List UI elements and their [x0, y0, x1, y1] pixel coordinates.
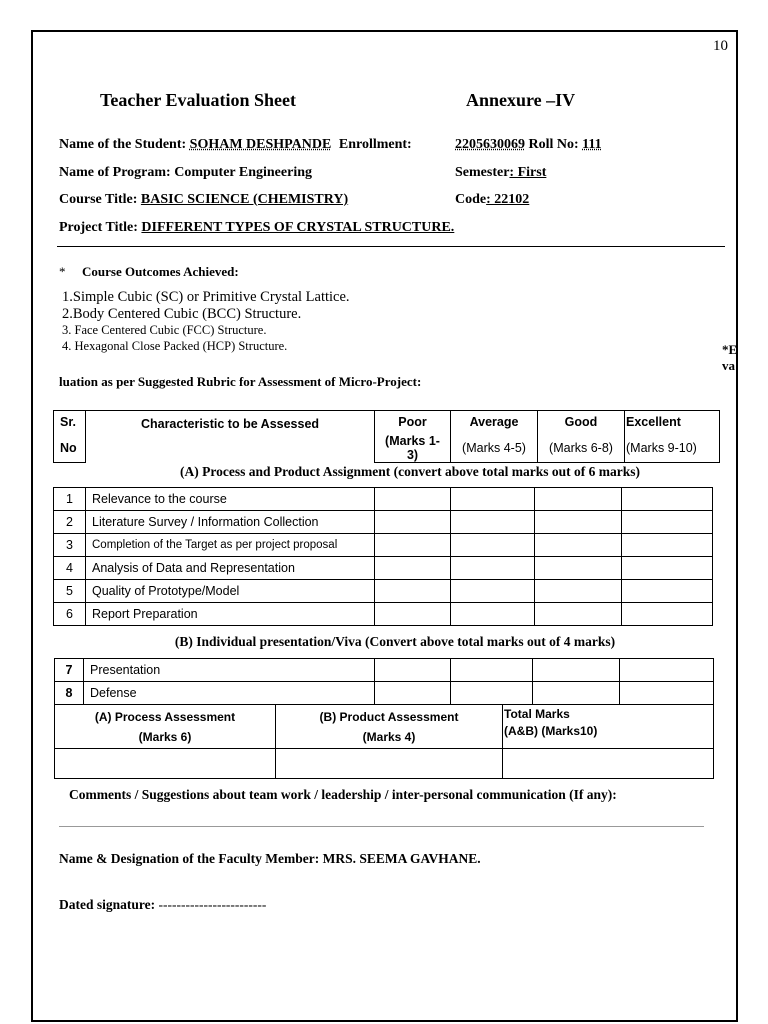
table-row — [54, 534, 713, 557]
average-header: Average — [451, 411, 538, 434]
row-criterion: Analysis of Data and Representation — [86, 557, 375, 580]
poor-header: Poor — [375, 411, 451, 434]
enrollment-number: 2205630069 — [455, 137, 525, 152]
process-assessment-header: (A) Process Assessment (Marks 6) — [55, 705, 276, 749]
row-criterion: Presentation — [84, 659, 375, 682]
totals-table — [54, 704, 714, 779]
course-label: Course Title: — [59, 192, 138, 207]
score-cell-good[interactable] — [533, 682, 620, 705]
signature-line-row — [59, 897, 266, 913]
student-info-line — [59, 137, 412, 153]
course-line — [59, 192, 348, 208]
score-cell-poor[interactable] — [375, 603, 451, 626]
row-number: 8 — [55, 682, 84, 705]
project-label: Project Title: — [59, 220, 138, 235]
process-assessment-value[interactable] — [55, 749, 276, 779]
score-cell-excellent[interactable] — [622, 557, 713, 580]
enrollment-label: Enrollment: — [338, 137, 412, 152]
program-value: Computer Engineering — [174, 165, 313, 180]
sheet-title: Teacher Evaluation Sheet — [100, 90, 297, 110]
score-cell-excellent[interactable] — [622, 603, 713, 626]
score-cell-good[interactable] — [535, 534, 622, 557]
excellent-header: Excellent — [625, 411, 720, 434]
roll-label: Roll No: — [528, 137, 579, 152]
rubric-header-table — [53, 410, 720, 463]
table-row — [55, 682, 714, 705]
score-cell-poor[interactable] — [375, 659, 451, 682]
outcome-item: 3. Face Centered Cubic (FCC) Structure. — [62, 323, 267, 337]
no-header: No — [54, 434, 86, 463]
good-header: Good — [538, 411, 625, 434]
score-cell-average[interactable] — [451, 659, 533, 682]
faculty-name: MRS. SEEMA GAVHANE. — [322, 851, 481, 866]
score-cell-average[interactable] — [451, 682, 533, 705]
outcomes-bullet: * — [59, 264, 66, 279]
row-criterion: Literature Survey / Information Collection — [86, 511, 375, 534]
score-cell-average[interactable] — [451, 557, 535, 580]
table-row — [54, 557, 713, 580]
annexure-label: Annexure –IV — [466, 90, 576, 110]
semester-label: Semester — [455, 165, 510, 180]
project-line — [59, 220, 454, 236]
outcomes-heading: Course Outcomes Achieved: — [82, 264, 239, 279]
score-cell-poor[interactable] — [375, 557, 451, 580]
score-cell-excellent[interactable] — [622, 580, 713, 603]
student-name: SOHAM DESHPANDE — [189, 137, 332, 152]
comments-label: Comments / Suggestions about team work / leadership / inter-personal communication (If any): — [69, 787, 617, 802]
code-line — [455, 192, 529, 208]
clipped-text-fragment: va — [722, 358, 735, 373]
row-criterion: Relevance to the course — [86, 488, 375, 511]
outcome-item: 2.Body Centered Cubic (BCC) Structure. — [62, 306, 302, 322]
section-b-title: (B) Individual presentation/Viva (Convert above total marks out of 4 marks) — [174, 634, 616, 649]
code-label: Code — [455, 192, 487, 207]
score-cell-average[interactable] — [451, 511, 535, 534]
row-criterion: Completion of the Target as per project proposal — [86, 534, 375, 557]
product-assessment-header: (B) Product Assessment (Marks 4) — [276, 705, 503, 749]
score-cell-excellent[interactable] — [620, 659, 714, 682]
outcome-item: 4. Hexagonal Close Packed (HCP) Structure. — [62, 339, 288, 353]
project-value: DIFFERENT TYPES OF CRYSTAL STRUCTURE. — [141, 220, 455, 235]
row-number: 6 — [54, 603, 86, 626]
score-cell-good[interactable] — [535, 557, 622, 580]
table-row — [54, 580, 713, 603]
score-cell-poor[interactable] — [375, 511, 451, 534]
signature-label: Dated signature: — [59, 897, 156, 912]
section-a-title: (A) Process and Product Assignment (convert above total marks out of 6 marks) — [180, 464, 640, 479]
signature-line[interactable]: ------------------------ — [158, 897, 267, 912]
table-row — [54, 603, 713, 626]
score-cell-excellent[interactable] — [622, 488, 713, 511]
table-row — [54, 488, 713, 511]
total-marks-header: Total Marks (A&B) (Marks10) — [503, 705, 714, 749]
score-cell-average[interactable] — [451, 534, 535, 557]
row-number: 2 — [54, 511, 86, 534]
row-criterion: Defense — [84, 682, 375, 705]
section-a-table — [53, 487, 713, 626]
comments-line[interactable] — [59, 826, 704, 827]
clipped-text-fragment: *E — [722, 342, 738, 357]
score-cell-excellent[interactable] — [620, 682, 714, 705]
row-number: 4 — [54, 557, 86, 580]
roll-number: 111 — [582, 137, 602, 152]
semester-value: : First — [509, 165, 547, 180]
row-number: 1 — [54, 488, 86, 511]
program-label: Name of Program: — [59, 165, 171, 180]
code-value: : 22102 — [486, 192, 530, 207]
semester-line — [455, 165, 546, 181]
program-line — [59, 165, 312, 181]
faculty-label: Name & Designation of the Faculty Member: — [59, 851, 320, 866]
score-cell-excellent[interactable] — [622, 511, 713, 534]
score-cell-good[interactable] — [535, 511, 622, 534]
score-cell-average[interactable] — [451, 603, 535, 626]
excellent-marks: (Marks 9-10) — [625, 434, 720, 463]
course-value: BASIC SCIENCE (CHEMISTRY) — [140, 192, 349, 207]
score-cell-poor[interactable] — [375, 534, 451, 557]
section-divider — [57, 246, 725, 247]
section-b-table — [54, 658, 714, 705]
row-criterion: Quality of Prototype/Model — [86, 580, 375, 603]
score-cell-average[interactable] — [451, 488, 535, 511]
score-cell-average[interactable] — [451, 580, 535, 603]
table-row — [54, 511, 713, 534]
outcome-item: 1.Simple Cubic (SC) or Primitive Crystal Lattice. — [62, 289, 350, 305]
row-criterion: Report Preparation — [86, 603, 375, 626]
score-cell-poor[interactable] — [375, 488, 451, 511]
product-assessment-value[interactable] — [276, 749, 503, 779]
enrollment-roll-line — [455, 137, 602, 153]
page-number: 10 — [713, 38, 728, 54]
score-cell-good[interactable] — [533, 659, 620, 682]
score-cell-poor[interactable] — [375, 682, 451, 705]
good-marks: (Marks 6-8) — [538, 434, 625, 463]
characteristic-header: Characteristic to be Assessed — [86, 411, 375, 463]
score-cell-poor[interactable] — [375, 580, 451, 603]
row-number: 5 — [54, 580, 86, 603]
faculty-line — [59, 851, 481, 867]
score-cell-good[interactable] — [535, 488, 622, 511]
score-cell-excellent[interactable] — [622, 534, 713, 557]
score-cell-good[interactable] — [535, 603, 622, 626]
rubric-heading: luation as per Suggested Rubric for Assessment of Micro-Project: — [59, 374, 422, 389]
row-number: 7 — [55, 659, 84, 682]
total-marks-value[interactable] — [503, 749, 714, 779]
table-row — [55, 659, 714, 682]
student-label: Name of the Student: — [59, 137, 187, 152]
row-number: 3 — [54, 534, 86, 557]
score-cell-good[interactable] — [535, 580, 622, 603]
sr-header: Sr. — [54, 411, 86, 434]
average-marks: (Marks 4-5) — [451, 434, 538, 463]
poor-marks: (Marks 1-3) — [375, 434, 451, 463]
